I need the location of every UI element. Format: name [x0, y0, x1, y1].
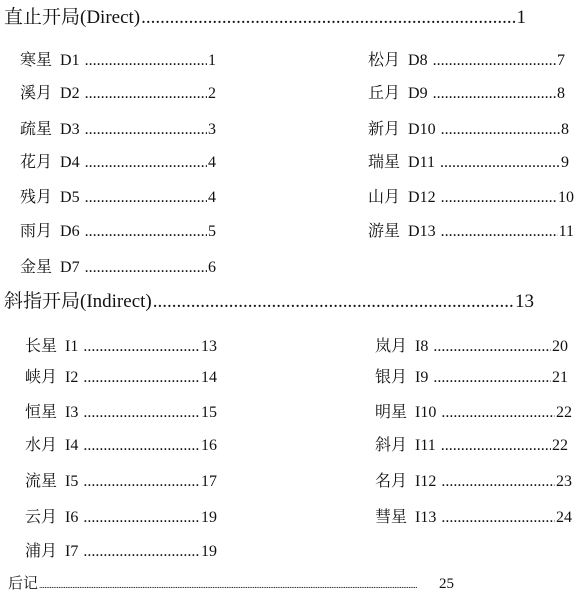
entry-code: D3	[60, 121, 80, 138]
leader-dots	[83, 369, 200, 387]
entry-page: 22	[552, 437, 568, 454]
entry-page: 3	[208, 121, 216, 138]
toc-entry-i9[interactable]	[375, 364, 568, 387]
entry-code: D13	[408, 223, 436, 240]
toc-entry-d3[interactable]	[20, 116, 216, 139]
entry-page: 19	[201, 509, 217, 526]
heading-page: 13	[515, 291, 534, 312]
entry-page: 17	[201, 473, 217, 490]
entry-name: 瑞星	[368, 154, 401, 171]
entry-name: 浦月	[25, 543, 58, 560]
entry-name: 松月	[368, 52, 401, 69]
leader-dots	[85, 121, 207, 139]
entry-name: 峡月	[25, 369, 58, 386]
entry-name: 残月	[20, 189, 53, 206]
toc-entry-i2[interactable]	[25, 364, 217, 387]
toc-entry-i8[interactable]	[375, 333, 568, 356]
toc-entry-d5[interactable]	[20, 184, 216, 207]
toc-entry-afterword[interactable]	[8, 572, 454, 593]
entry-code: D2	[60, 85, 80, 102]
leader-dots	[83, 543, 200, 561]
entry-code: I4	[65, 437, 79, 454]
entry-page: 15	[201, 404, 217, 421]
heading-page: 1	[516, 7, 526, 28]
toc-entry-d9[interactable]	[368, 80, 565, 103]
heading-label: 直止开局(Direct)	[4, 7, 141, 28]
entry-page: 23	[556, 473, 572, 490]
entry-page: 10	[558, 189, 574, 206]
entry-name: 山月	[368, 189, 401, 206]
toc-heading-indirect[interactable]	[4, 286, 534, 313]
leader-dots	[83, 509, 200, 527]
entry-page: 19	[201, 543, 217, 560]
leader-dots	[85, 154, 207, 172]
entry-name: 金星	[20, 259, 53, 276]
entry-page: 13	[201, 338, 217, 355]
toc-entry-d7[interactable]	[20, 254, 216, 277]
leader-dots	[39, 580, 438, 590]
leader-dots	[85, 223, 207, 241]
entry-name: 花月	[20, 154, 53, 171]
toc-entry-d10[interactable]	[368, 116, 569, 139]
entry-page: 8	[561, 121, 569, 138]
entry-page: 6	[208, 259, 216, 276]
leader-dots	[440, 154, 560, 172]
entry-code: I6	[65, 509, 79, 526]
heading-label: 斜指开局(Indirect)	[4, 291, 152, 312]
entry-page: 21	[552, 369, 568, 386]
entry-code: D11	[408, 154, 435, 171]
entry-code: I2	[65, 369, 79, 386]
entry-code: I11	[415, 437, 436, 454]
entry-name: 寒星	[20, 52, 53, 69]
entry-page: 14	[201, 369, 217, 386]
entry-name: 彗星	[375, 509, 408, 526]
toc-entry-i10[interactable]	[375, 399, 572, 422]
leader-dots	[433, 338, 551, 356]
leader-dots	[441, 189, 557, 207]
entry-name: 雨月	[20, 223, 53, 240]
entry-page: 4	[208, 154, 216, 171]
toc-entry-d8[interactable]	[368, 47, 565, 70]
entry-code: D7	[60, 259, 80, 276]
toc-entry-i13[interactable]	[375, 504, 572, 527]
toc-entry-i11[interactable]	[375, 432, 568, 455]
leader-dots	[441, 121, 560, 139]
toc-entry-i12[interactable]	[375, 468, 572, 491]
entry-name: 新月	[368, 121, 401, 138]
toc-heading-direct[interactable]	[4, 2, 526, 29]
leader-dots	[85, 85, 207, 103]
leader-dots	[83, 473, 200, 491]
entry-code: I7	[65, 543, 79, 560]
entry-code: D5	[60, 189, 80, 206]
entry-page: 22	[556, 404, 572, 421]
entry-page: 9	[561, 154, 569, 171]
entry-code: I12	[415, 473, 437, 490]
leader-dots	[83, 404, 200, 422]
toc-entry-d11[interactable]	[368, 149, 569, 172]
entry-code: I10	[415, 404, 437, 421]
entry-code: I9	[415, 369, 429, 386]
toc-entry-i7[interactable]	[25, 538, 217, 561]
leader-dots	[441, 223, 558, 241]
leader-dots	[83, 437, 200, 455]
entry-name: 水月	[25, 437, 58, 454]
leader-dots	[433, 369, 551, 387]
entry-page: 7	[557, 52, 565, 69]
entry-code: I5	[65, 473, 79, 490]
toc-entry-i1[interactable]	[25, 333, 217, 356]
entry-page: 4	[208, 189, 216, 206]
entry-name: 银月	[375, 369, 408, 386]
entry-code: D6	[60, 223, 80, 240]
toc-entry-d6[interactable]	[20, 218, 216, 241]
entry-code: I8	[415, 338, 429, 355]
entry-name: 溪月	[20, 85, 53, 102]
entry-name: 恒星	[25, 404, 58, 421]
entry-name: 明星	[375, 404, 408, 421]
entry-code: I3	[65, 404, 79, 421]
leader-dots	[441, 473, 555, 491]
entry-code: D12	[408, 189, 436, 206]
toc-entry-i3[interactable]	[25, 399, 217, 422]
entry-name: 名月	[375, 473, 408, 490]
entry-name: 后记	[8, 576, 39, 592]
leader-dots	[433, 52, 556, 70]
entry-name: 丘月	[368, 85, 401, 102]
entry-page: 20	[552, 338, 568, 355]
toc-entry-d1[interactable]	[20, 47, 216, 70]
leader-dots	[141, 7, 515, 29]
entry-page: 25	[439, 576, 454, 592]
entry-code: D10	[408, 121, 436, 138]
entry-page: 1	[208, 52, 216, 69]
entry-code: D8	[408, 52, 428, 69]
toc-entry-d2[interactable]	[20, 80, 216, 103]
entry-name: 云月	[25, 509, 58, 526]
leader-dots	[441, 437, 551, 455]
entry-page: 16	[201, 437, 217, 454]
entry-name: 岚月	[375, 338, 408, 355]
toc-entry-i5[interactable]	[25, 468, 217, 491]
entry-page: 5	[208, 223, 216, 240]
entry-code: I13	[415, 509, 437, 526]
leader-dots	[433, 85, 556, 103]
toc-entry-i4[interactable]	[25, 432, 217, 455]
toc-entry-d4[interactable]	[20, 149, 216, 172]
toc-entry-i6[interactable]	[25, 504, 217, 527]
leader-dots	[85, 52, 207, 70]
entry-page: 2	[208, 85, 216, 102]
entry-page: 8	[557, 85, 565, 102]
entry-name: 流星	[25, 473, 58, 490]
toc-entry-d12[interactable]	[368, 184, 574, 207]
leader-dots	[83, 338, 200, 356]
entry-name: 游星	[368, 223, 401, 240]
entry-name: 疏星	[20, 121, 53, 138]
leader-dots	[85, 189, 207, 207]
entry-code: I1	[65, 338, 79, 355]
entry-name: 长星	[25, 338, 58, 355]
entry-code: D9	[408, 85, 428, 102]
leader-dots	[441, 404, 555, 422]
toc-entry-d13[interactable]	[368, 218, 574, 241]
entry-page: 24	[556, 509, 572, 526]
leader-dots	[153, 291, 514, 313]
leader-dots	[441, 509, 555, 527]
entry-page: 11	[558, 223, 574, 240]
entry-code: D4	[60, 154, 80, 171]
entry-name: 斜月	[375, 437, 408, 454]
entry-code: D1	[60, 52, 80, 69]
leader-dots	[85, 259, 207, 277]
